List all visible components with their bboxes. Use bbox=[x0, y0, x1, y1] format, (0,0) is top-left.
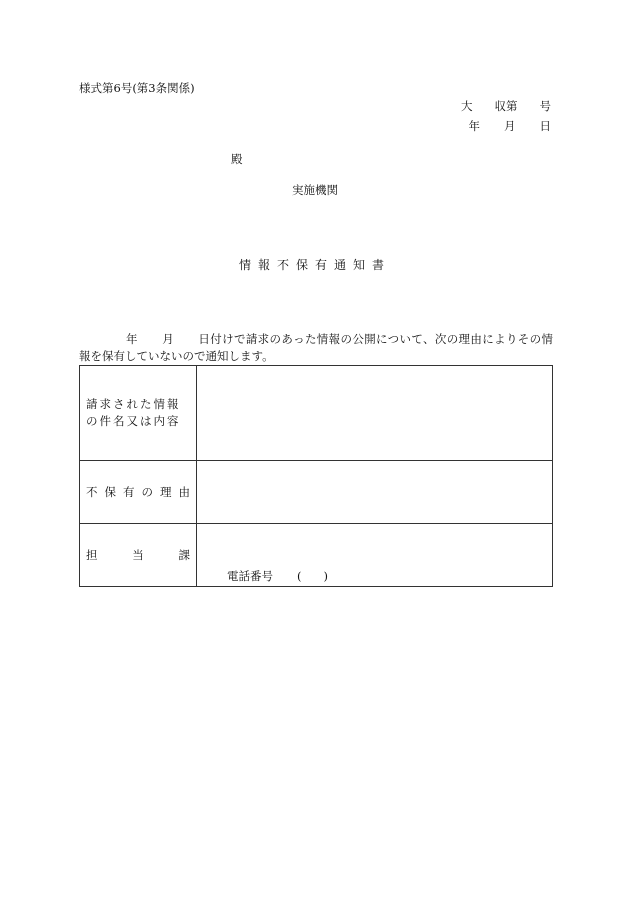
notice-body bbox=[79, 331, 553, 365]
notice-body-line2: 報を保有していないので通知します。 bbox=[79, 349, 274, 363]
info-table bbox=[79, 365, 553, 587]
notice-body-line1 bbox=[79, 331, 553, 348]
receipt-middle: 収第 bbox=[494, 99, 518, 113]
table-row-reason bbox=[80, 461, 553, 524]
label-reason-char: 有 bbox=[123, 485, 135, 499]
receipt-prefix: 大 bbox=[461, 99, 473, 113]
sender-agency: 実施機関 bbox=[292, 183, 338, 197]
value-department[interactable] bbox=[197, 524, 553, 587]
label-requested-info-line1: 請求された情報 bbox=[86, 397, 181, 411]
label-reason bbox=[80, 461, 197, 524]
date-month: 月 bbox=[504, 119, 516, 133]
table-row-department bbox=[80, 524, 553, 587]
receipt-suffix: 号 bbox=[539, 99, 551, 113]
body-month: 月 bbox=[161, 332, 175, 346]
label-reason-char: 不 bbox=[86, 485, 98, 499]
value-requested-info[interactable] bbox=[197, 366, 553, 461]
label-reason-char: 由 bbox=[178, 485, 190, 499]
value-reason[interactable] bbox=[197, 461, 553, 524]
label-reason-char: 保 bbox=[104, 485, 116, 499]
receipt-number bbox=[461, 99, 551, 113]
date-day: 日 bbox=[539, 119, 551, 133]
document-title: 情報不保有通知書 bbox=[238, 258, 391, 272]
label-reason-char: の bbox=[141, 485, 153, 499]
label-requested-info-line2: の件名又は内容 bbox=[86, 414, 181, 428]
phone-number bbox=[227, 568, 328, 584]
issue-date bbox=[469, 119, 552, 133]
label-department bbox=[80, 524, 197, 587]
label-department-char: 当 bbox=[132, 548, 144, 562]
form-number: 様式第6号(第3条関係) bbox=[79, 81, 195, 95]
table-row-requested-info bbox=[80, 366, 553, 461]
body-line1-rest: 日付けで請求のあった情報の公開について、次の理由によりその情 bbox=[198, 332, 554, 346]
label-department-char: 課 bbox=[178, 548, 190, 562]
label-requested-info bbox=[80, 366, 197, 461]
label-department-char: 担 bbox=[86, 548, 98, 562]
date-year: 年 bbox=[468, 119, 480, 133]
phone-paren-close: ) bbox=[323, 569, 328, 583]
addressee-honorific: 殿 bbox=[231, 152, 243, 166]
phone-paren-open: ( bbox=[297, 569, 302, 583]
phone-label: 電話番号 bbox=[227, 569, 273, 583]
body-year: 年 bbox=[126, 332, 138, 346]
label-reason-char: 理 bbox=[160, 485, 172, 499]
